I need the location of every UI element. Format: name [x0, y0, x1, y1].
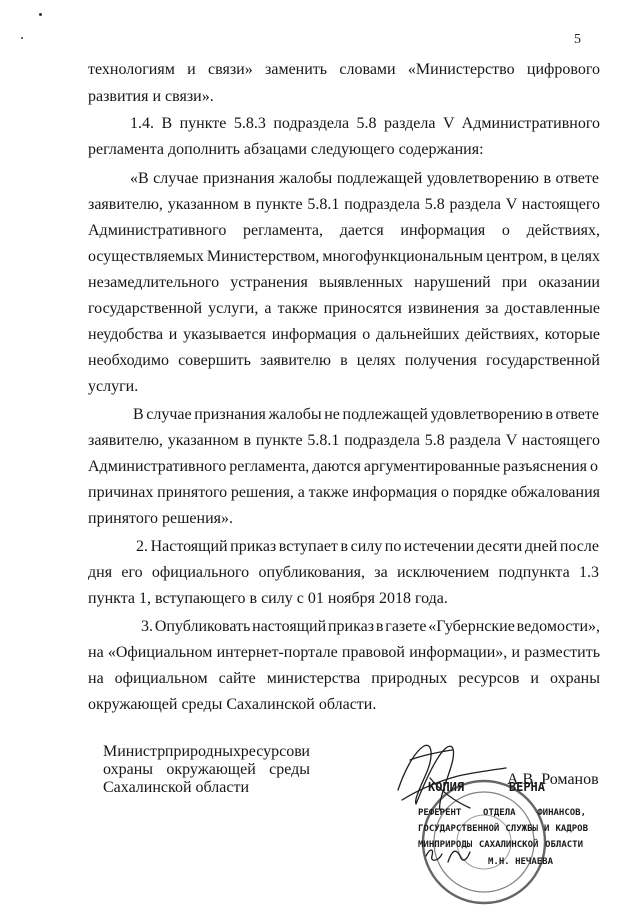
text-line: окружающей среды Сахалинской области. [88, 696, 377, 713]
stamp-line: М.Н. НЕЧАЕВА [488, 857, 554, 867]
scan-mark [39, 13, 42, 16]
stamp-line: МИНПРИРОДЫ САХАЛИНСКОЙ ОБЛАСТИ [418, 840, 583, 850]
text-line: дня его официального опубликования, за исключением подпункта 1.3 [88, 564, 599, 581]
text-line: неудобства и указывается информация о дальнейших действиях, которые [88, 326, 600, 343]
text-line: на «Официальном интернет-портале правовой информации», и разместить [88, 644, 600, 661]
signatory-title-line: Сахалинской области [103, 779, 250, 796]
stamp-heading: КОПИЯ ВЕРНА [428, 780, 545, 794]
text-line: пункта 1, вступающего в силу с 01 ноября 2018 года. [88, 590, 448, 607]
text-line: технологиям и связи» заменить словами «Министерство цифрового [88, 61, 600, 78]
stamp-line: РЕФЕРЕНТ ОТДЕЛА ФИНАНСОВ, [418, 808, 586, 818]
page-number: 5 [574, 32, 581, 47]
text-line: регламента дополнить абзацами следующего содержания: [88, 141, 484, 158]
text-line: 1.4. В пункте 5.8.3 подраздела 5.8 раздела V Административного [130, 115, 600, 132]
signatory-name: А.В. Романов [507, 771, 599, 788]
signatory-title-line: Министр природных ресурсов и [103, 743, 310, 760]
stamp-line: ГОСУДАРСТВЕННОЙ СЛУЖБЫ И КАДРОВ [418, 824, 588, 834]
text-line: 3. Опубликовать настоящий приказ в газете «Губернские ведомости», [141, 618, 600, 635]
text-line: необходимо совершить заявителю в целях получения государственной [88, 352, 600, 369]
text-line: заявителю, указанном в пункте 5.8.1 подраздела 5.8 раздела V настоящего [88, 432, 600, 449]
text-line: «В случае признания жалобы подлежащей удовлетворению в ответе [130, 170, 599, 187]
text-line: Административного регламента, дается информация о действиях, [88, 222, 600, 239]
text-line: государственной услуги, а также приносятся извинения за доставленные [88, 300, 600, 317]
text-line: заявителю, указанном в пункте 5.8.1 подраздела 5.8 раздела V настоящего [88, 196, 600, 213]
text-line: осуществляемых Министерством, многофункциональным центром, в целях [88, 248, 601, 265]
text-line: Административного регламента, даются аргументированные разъяснения о [88, 458, 598, 475]
text-line: на официальном сайте министерства природных ресурсов и охраны [88, 670, 600, 687]
text-line: услуги. [88, 378, 139, 395]
text-line: развития и связи». [88, 88, 214, 105]
scan-mark [21, 37, 23, 39]
text-line: незамедлительного устранения выявленных нарушений при оказании [88, 274, 600, 291]
text-line: принятого решения». [88, 510, 233, 527]
signatory-title-line: охраны окружающей среды [103, 761, 310, 778]
text-line: В случае признания жалобы не подлежащей удовлетворению в ответе [133, 406, 599, 423]
text-line: причинах принятого решения, а также информация о порядке обжалования [88, 484, 600, 501]
text-line: 2. Настоящий приказ вступает в силу по истечении десяти дней после [136, 538, 599, 555]
